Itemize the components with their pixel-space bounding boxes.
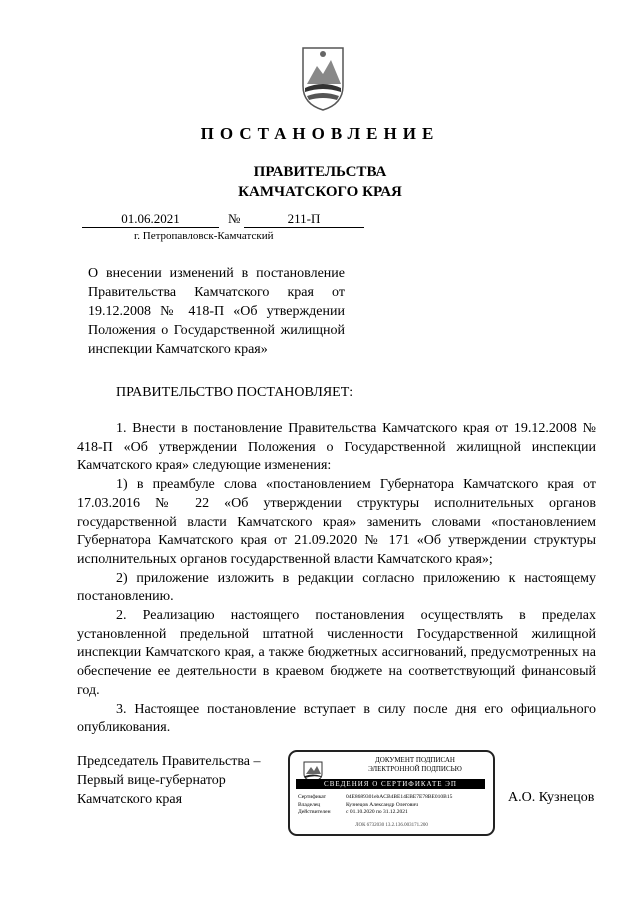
- number-sign: №: [228, 211, 241, 226]
- stamp-certificate-bar: СВЕДЕНИЯ О СЕРТИФИКАТЕ ЭП: [296, 779, 485, 789]
- signatory-title: [77, 752, 260, 809]
- stamp-valid-value: с 01.10.2020 по 31.12.2021: [346, 809, 408, 815]
- document-subject: О внесении изменений в постановление Правительства Камчатского края от 19.12.2008 № 418-П «Об утверждении Положения о Государственной жилищной инспекции Камчатского края»: [88, 266, 345, 357]
- body-paragraph-1: 1. Внести в постановление Правительства Камчатского края от 19.12.2008 № 418-П «Об утверждении Положения о Государственной жилищной инспекции Камчатского края» следующие изменения:: [77, 421, 596, 474]
- authority-line-1: ПРАВИТЕЛЬСТВА: [253, 164, 387, 180]
- stamp-heading-line-1: ДОКУМЕНТ ПОДПИСАН: [375, 756, 455, 764]
- signatory-name: А.О. Кузнецов: [508, 790, 595, 805]
- body-paragraph-3: 2) приложение изложить в редакции согласно приложению к настоящему постановлению.: [77, 570, 596, 605]
- city-label: г. Петропавловск-Камчатский: [134, 230, 274, 242]
- stamp-owner-value: Кузнецов Александр Олегович: [346, 801, 419, 808]
- document-date: 01.06.2021: [82, 211, 219, 228]
- stamp-heading-line-2: ЭЛЕКТРОННОЙ ПОДПИСЬЮ: [368, 765, 462, 773]
- signatory-title-line-2: Первый вице-губернатор: [77, 773, 226, 788]
- stamp-cert-label: Сертификат: [298, 794, 326, 800]
- decree-phrase: ПРАВИТЕЛЬСТВО ПОСТАНОВЛЯЕТ:: [116, 385, 354, 400]
- coat-of-arms-emblem: [297, 42, 349, 112]
- body-paragraph-5: 3. Настоящее постановление вступает в силу после дня его официального опубликования.: [77, 701, 596, 736]
- document-body: [77, 420, 596, 738]
- signatory-title-line-3: Камчатского края: [77, 792, 183, 807]
- authority-line-2: КАМЧАТСКОГО КРАЯ: [238, 184, 402, 200]
- stamp-row-validity: [298, 809, 452, 817]
- signatory-title-line-1: Председатель Правительства –: [77, 754, 261, 769]
- stamp-heading: [340, 756, 490, 774]
- stamp-valid-label: Действителен: [298, 809, 331, 815]
- stamp-details: [298, 794, 452, 817]
- body-paragraph-4: 2. Реализацию настоящего постановления осуществлять в пределах установленной предельной штатной численности Государственной жилищной инспекции Камчатского края, а также бюджетных ассигнований, предусмотренных на обеспечение ее деятельности в краевом бюджете на соответствующий финансовый год.: [77, 608, 596, 698]
- stamp-cert-value: 04E8689301ebACB4BE14EBE7E78BE010B15: [346, 794, 453, 800]
- stamp-row-certificate: [298, 794, 452, 802]
- document-number: 211-П: [244, 211, 364, 228]
- stamp-owner-label: Владелец: [298, 801, 321, 808]
- document-type-title: ПОСТАНОВЛЕНИЕ: [200, 124, 440, 143]
- issuing-authority: [0, 162, 640, 202]
- stamp-row-owner: [298, 802, 452, 810]
- electronic-signature-stamp: [288, 750, 495, 836]
- stamp-footer: ЛОК 6732030 13.2.136.003171.200: [355, 823, 428, 828]
- body-paragraph-2: 1) в преамбуле слова «постановлением Губернатора Камчатского края от 17.03.2016 № 22 «Об утверждении структуры исполнительных органов государственной власти Камчатского края» заменить словами «постановлением Губернатора Камчатского края от 21.09.2020 № 171 «Об утверждении структуры исполнительных органов государственной власти Камчатского края»;: [77, 477, 596, 567]
